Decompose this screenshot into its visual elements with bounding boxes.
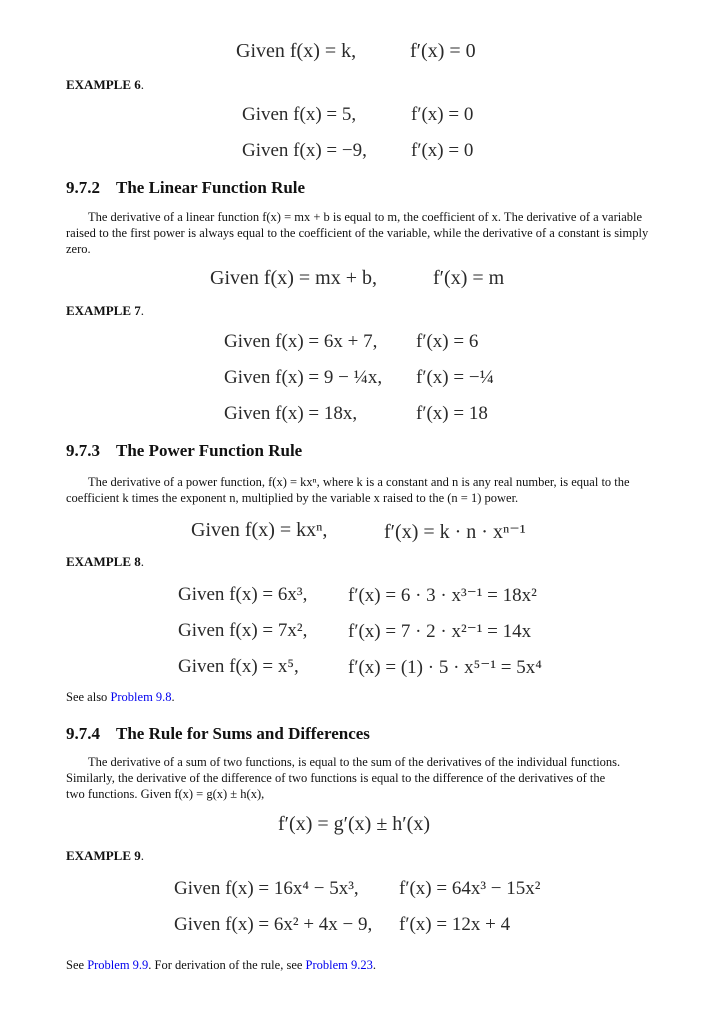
example-6-row-2-result: f′(x) = 0	[411, 140, 474, 161]
example-8-row-1-result: f′(x) = 6 · 3 · x³⁻¹ = 18x²	[348, 585, 537, 606]
example-9-row-1-given: Given f(x) = 16x⁴ − 5x³,	[174, 878, 359, 899]
power-rule-result: f′(x) = k · n · xⁿ⁻¹	[384, 521, 526, 543]
example-8-row-2-result: f′(x) = 7 · 2 · x²⁻¹ = 14x	[348, 621, 532, 642]
example-8-see-also: See also Problem 9.8.	[66, 690, 175, 704]
problem-9-9-link[interactable]: Problem 9.9	[87, 958, 149, 972]
example-8-row-2-given: Given f(x) = 7x²,	[178, 620, 308, 641]
example-6-label: EXAMPLE 6.	[66, 77, 144, 92]
section-9-7-2-paragraph: The derivative of a linear function f(x) = mx + b is equal to m, the coefficient of x. The derivative of a variable raised to the first power is always equal to the coefficient of the variable, while the derivative of a constant is simply zero.	[66, 210, 649, 256]
example-7-row-3-given: Given f(x) = 18x,	[224, 403, 358, 424]
example-6-row-1-result: f′(x) = 0	[411, 104, 474, 125]
section-9-7-3-heading: 9.7.3 The Power Function Rule	[66, 441, 303, 460]
linear-rule-result: f′(x) = m	[433, 267, 505, 289]
section-9-7-2-heading: 9.7.2 The Linear Function Rule	[66, 178, 306, 197]
sum-rule-formula: f′(x) = g′(x) ± h′(x)	[278, 813, 431, 835]
problem-9-8-link[interactable]: Problem 9.8	[110, 690, 172, 704]
example-7-row-2-result: f′(x) = −¼	[416, 367, 494, 388]
example-8-row-3-result: f′(x) = (1) · 5 · x⁵⁻¹ = 5x⁴	[348, 657, 542, 678]
example-7-row-2-given: Given f(x) = 9 − ¼x,	[224, 367, 383, 388]
linear-rule-given: Given f(x) = mx + b,	[210, 267, 377, 289]
example-6-row-2-given: Given f(x) = −9,	[242, 140, 367, 161]
example-9-row-1-result: f′(x) = 64x³ − 15x²	[399, 878, 541, 899]
section-9-7-3-paragraph: The derivative of a power function, f(x) = kxⁿ, where k is a constant and n is any real number, is equal to the coefficient k times the exponent n, multiplied by the variable x raised to the (n = 1) power.	[66, 475, 630, 505]
example-9-row-2-given: Given f(x) = 6x² + 4x − 9,	[174, 914, 373, 935]
example-7-row-1-result: f′(x) = 6	[416, 331, 479, 352]
example-8-row-3-given: Given f(x) = x⁵,	[178, 656, 299, 677]
constant-rule-given: Given f(x) = k,	[236, 40, 357, 62]
example-9-label: EXAMPLE 9.	[66, 848, 144, 863]
power-rule-given: Given f(x) = kxⁿ,	[191, 519, 328, 541]
example-9-row-2-result: f′(x) = 12x + 4	[399, 914, 511, 935]
constant-rule-result: f′(x) = 0	[410, 40, 476, 62]
example-6-row-1-given: Given f(x) = 5,	[242, 104, 357, 125]
problem-9-23-link[interactable]: Problem 9.23	[305, 958, 373, 972]
example-7-row-1-given: Given f(x) = 6x + 7,	[224, 331, 378, 352]
example-7-row-3-result: f′(x) = 18	[416, 403, 488, 424]
section-9-7-4-paragraph: The derivative of a sum of two functions, is equal to the sum of the derivatives of the individual functions. Similarly, the derivative of the difference of two functions is equal to the difference of the derivatives of the two functions. Given f(x) = g(x) ± h(x),	[66, 755, 621, 801]
section-9-7-4-heading: 9.7.4 The Rule for Sums and Differences	[66, 724, 370, 743]
footer-see-problems: See Problem 9.9. For derivation of the rule, see Problem 9.23.	[66, 958, 377, 972]
example-8-row-1-given: Given f(x) = 6x³,	[178, 584, 308, 605]
example-8-label: EXAMPLE 8.	[66, 554, 144, 569]
example-7-label: EXAMPLE 7.	[66, 303, 144, 318]
